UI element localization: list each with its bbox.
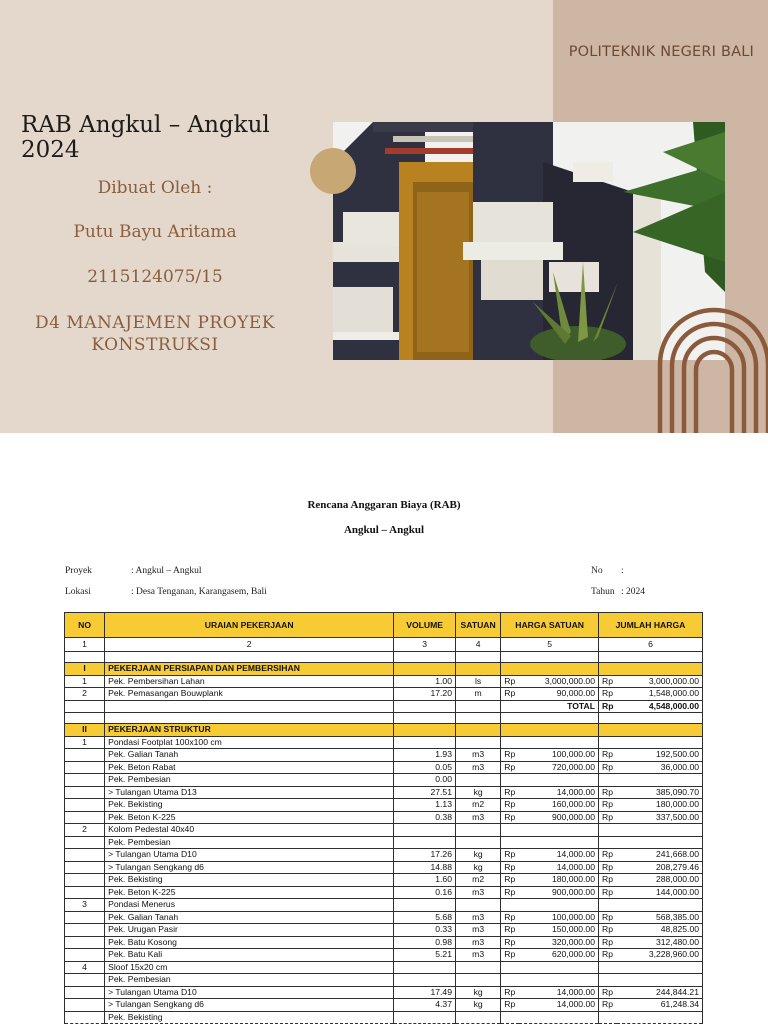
row-unit: ls (456, 675, 501, 688)
row-number (65, 811, 105, 824)
row-description: Sloof 15x20 cm (105, 961, 394, 974)
row-unit-price (519, 961, 598, 974)
column-number-row (65, 638, 703, 652)
column-number: 4 (456, 638, 501, 652)
row-currency: Rp (501, 874, 520, 887)
row-total (617, 774, 702, 787)
row-currency: Rp (599, 999, 618, 1012)
row-total (617, 961, 702, 974)
section-title: PEKERJAAN PERSIAPAN DAN PEMBERSIHAN (105, 663, 394, 676)
row-volume: 17.20 (394, 688, 456, 701)
table-row (65, 936, 703, 949)
location-label: Lokasi (65, 587, 91, 597)
location-value: : Desa Tenganan, Karangasem, Bali (131, 587, 267, 597)
row-unit-price: 150,000.00 (519, 924, 598, 937)
row-volume: 1.60 (394, 874, 456, 887)
row-currency: Rp (599, 749, 618, 762)
row-currency: Rp (599, 936, 618, 949)
row-currency (501, 836, 520, 849)
table-row (65, 761, 703, 774)
row-number (65, 924, 105, 937)
row-unit-price (519, 824, 598, 837)
row-currency: Rp (501, 799, 520, 812)
row-unit: m3 (456, 749, 501, 762)
row-volume (394, 736, 456, 749)
row-volume: 17.26 (394, 849, 456, 862)
row-number (65, 849, 105, 862)
table-row (65, 949, 703, 962)
row-number: 2 (65, 824, 105, 837)
row-currency: Rp (501, 675, 520, 688)
row-currency: Rp (599, 924, 618, 937)
row-unit (456, 1011, 501, 1024)
project-value: : Angkul – Angkul (131, 566, 202, 576)
row-volume: 5.21 (394, 949, 456, 962)
row-description: Pek. Galian Tanah (105, 749, 394, 762)
total-label: TOTAL (501, 700, 599, 713)
total-row (65, 700, 703, 713)
column-number: 6 (599, 638, 703, 652)
row-description: > Tulangan Utama D10 (105, 986, 394, 999)
row-volume (394, 899, 456, 912)
row-unit (456, 836, 501, 849)
row-volume: 17.49 (394, 986, 456, 999)
row-volume: 0.16 (394, 886, 456, 899)
row-number: 1 (65, 736, 105, 749)
table-row (65, 824, 703, 837)
row-description: Pek. Batu Kali (105, 949, 394, 962)
row-currency: Rp (501, 786, 520, 799)
row-currency (599, 961, 618, 974)
table-row (65, 911, 703, 924)
row-currency: Rp (599, 849, 618, 862)
row-total (617, 836, 702, 849)
header-total-price: JUMLAH HARGA (599, 613, 703, 638)
row-unit-price: 14,000.00 (519, 849, 598, 862)
row-unit: kg (456, 849, 501, 862)
column-number: 2 (105, 638, 394, 652)
row-total: 241,668.00 (617, 849, 702, 862)
row-unit: m3 (456, 761, 501, 774)
row-description: Pondasi Menerus (105, 899, 394, 912)
row-unit: kg (456, 786, 501, 799)
row-currency: Rp (501, 861, 520, 874)
row-currency (501, 1011, 520, 1024)
row-unit-price (519, 974, 598, 987)
row-number (65, 911, 105, 924)
row-total (617, 1011, 702, 1024)
row-description: Kolom Pedestal 40x40 (105, 824, 394, 837)
row-currency: Rp (599, 811, 618, 824)
row-unit-price: 14,000.00 (519, 786, 598, 799)
section-title: PEKERJAAN STRUKTUR (105, 724, 394, 737)
row-unit-price: 3,000,000.00 (519, 675, 598, 688)
table-row (65, 849, 703, 862)
spacer-row (65, 713, 703, 724)
row-unit-price (519, 774, 598, 787)
row-volume: 0.33 (394, 924, 456, 937)
row-unit: m3 (456, 936, 501, 949)
row-volume (394, 836, 456, 849)
row-currency: Rp (501, 986, 520, 999)
row-unit (456, 961, 501, 974)
table-row (65, 786, 703, 799)
row-volume: 5.68 (394, 911, 456, 924)
row-number: 2 (65, 688, 105, 701)
row-number (65, 761, 105, 774)
row-currency: Rp (501, 949, 520, 962)
table-row (65, 961, 703, 974)
row-unit: m3 (456, 924, 501, 937)
row-volume (394, 974, 456, 987)
row-unit: m3 (456, 811, 501, 824)
header-volume: VOLUME (394, 613, 456, 638)
row-currency (501, 899, 520, 912)
document-title: Rencana Anggaran Biaya (RAB) (307, 499, 461, 511)
row-currency: Rp (599, 688, 618, 701)
made-by-label: Dibuat Oleh : (97, 178, 213, 198)
row-currency: Rp (501, 849, 520, 862)
row-unit (456, 774, 501, 787)
row-total (617, 974, 702, 987)
study-program: D4 MANAJEMEN PROYEK KONSTRUKSI (34, 313, 275, 355)
row-total: 192,500.00 (617, 749, 702, 762)
row-currency (501, 824, 520, 837)
row-number (65, 874, 105, 887)
year-label: Tahun (591, 587, 615, 597)
row-volume: 0.00 (394, 774, 456, 787)
row-currency: Rp (599, 761, 618, 774)
row-unit-price: 900,000.00 (519, 886, 598, 899)
row-number (65, 974, 105, 987)
row-number (65, 936, 105, 949)
row-currency: Rp (599, 786, 618, 799)
row-volume: 27.51 (394, 786, 456, 799)
section-row (65, 663, 703, 676)
row-total: 337,500.00 (617, 811, 702, 824)
row-currency: Rp (501, 999, 520, 1012)
row-volume (394, 961, 456, 974)
header-description: URAIAN PEKERJAAN (105, 613, 394, 638)
row-volume (394, 824, 456, 837)
row-unit: m3 (456, 911, 501, 924)
row-currency: Rp (501, 688, 520, 701)
table-row (65, 736, 703, 749)
cover-title: RAB Angkul – Angkul 2024 (21, 112, 270, 163)
row-unit-price: 900,000.00 (519, 811, 598, 824)
row-number (65, 1011, 105, 1024)
accent-circle (310, 148, 356, 194)
row-number: 4 (65, 961, 105, 974)
total-value: 4,548,000.00 (617, 700, 702, 713)
row-description: Pek. Pemasangan Bouwplank (105, 688, 394, 701)
row-number (65, 886, 105, 899)
row-unit: m3 (456, 886, 501, 899)
row-unit-price (519, 836, 598, 849)
row-currency: Rp (501, 886, 520, 899)
table-row (65, 886, 703, 899)
row-currency (599, 736, 618, 749)
row-total: 385,090.70 (617, 786, 702, 799)
row-volume: 14.88 (394, 861, 456, 874)
table-row (65, 974, 703, 987)
table-row (65, 861, 703, 874)
column-number: 3 (394, 638, 456, 652)
row-description: Pek. Beton K-225 (105, 886, 394, 899)
row-unit (456, 824, 501, 837)
row-unit: kg (456, 861, 501, 874)
row-description: > Tulangan Sengkang d6 (105, 999, 394, 1012)
row-unit-price (519, 1011, 598, 1024)
total-currency: Rp (599, 700, 618, 713)
row-volume: 1.00 (394, 675, 456, 688)
row-total: 244,844.21 (617, 986, 702, 999)
row-description: > Tulangan Utama D13 (105, 786, 394, 799)
author-name: Putu Bayu Aritama (73, 222, 237, 242)
row-number (65, 749, 105, 762)
row-description: Pek. Pembesian (105, 836, 394, 849)
row-currency (599, 974, 618, 987)
row-number (65, 861, 105, 874)
row-unit-price: 180,000.00 (519, 874, 598, 887)
row-total: 208,279.46 (617, 861, 702, 874)
row-unit-price: 160,000.00 (519, 799, 598, 812)
row-currency (501, 774, 520, 787)
row-number (65, 836, 105, 849)
table-row (65, 774, 703, 787)
project-label: Proyek (65, 566, 92, 576)
header-no: NO (65, 613, 105, 638)
row-currency: Rp (501, 761, 520, 774)
row-volume: 1.93 (394, 749, 456, 762)
table-row (65, 924, 703, 937)
row-description: Pek. Urugan Pasir (105, 924, 394, 937)
row-number (65, 986, 105, 999)
institution-name: POLITEKNIK NEGERI BALI (568, 44, 754, 60)
row-description: Pek. Pembersihan Lahan (105, 675, 394, 688)
row-currency: Rp (599, 911, 618, 924)
number-value: : (621, 566, 624, 576)
row-total: 3,228,960.00 (617, 949, 702, 962)
row-number (65, 774, 105, 787)
row-volume (394, 1011, 456, 1024)
table-row (65, 811, 703, 824)
row-currency: Rp (599, 986, 618, 999)
row-description: Pek. Bekisting (105, 799, 394, 812)
header-unit: SATUAN (456, 613, 501, 638)
row-currency (599, 824, 618, 837)
year-value: : 2024 (621, 587, 646, 597)
row-unit: m2 (456, 874, 501, 887)
row-currency: Rp (501, 749, 520, 762)
table-row (65, 986, 703, 999)
row-unit-price (519, 736, 598, 749)
section-number: I (65, 663, 105, 676)
table-header-row (65, 613, 703, 638)
row-currency: Rp (599, 949, 618, 962)
cover-slide (0, 0, 768, 433)
row-unit: m2 (456, 799, 501, 812)
row-description: Pek. Pembesian (105, 774, 394, 787)
row-volume: 0.38 (394, 811, 456, 824)
row-currency (599, 836, 618, 849)
row-total: 1,548,000.00 (617, 688, 702, 701)
row-total: 288,000.00 (617, 874, 702, 887)
row-currency: Rp (599, 799, 618, 812)
row-total: 48,825.00 (617, 924, 702, 937)
row-unit (456, 736, 501, 749)
rab-document (0, 433, 768, 1024)
row-currency: Rp (501, 924, 520, 937)
row-currency (599, 1011, 618, 1024)
row-number (65, 949, 105, 962)
row-unit-price: 14,000.00 (519, 999, 598, 1012)
row-total: 144,000.00 (617, 886, 702, 899)
row-unit-price: 620,000.00 (519, 949, 598, 962)
row-unit (456, 899, 501, 912)
student-id: 2115124075/15 (87, 267, 223, 287)
row-total (617, 824, 702, 837)
column-number: 5 (501, 638, 599, 652)
row-unit-price: 100,000.00 (519, 911, 598, 924)
row-number (65, 786, 105, 799)
header-unit-price: HARGA SATUAN (501, 613, 599, 638)
row-total (617, 736, 702, 749)
table-row (65, 874, 703, 887)
row-unit-price: 720,000.00 (519, 761, 598, 774)
row-description: > Tulangan Utama D10 (105, 849, 394, 862)
section-row (65, 724, 703, 737)
section-number: II (65, 724, 105, 737)
row-unit-price: 14,000.00 (519, 986, 598, 999)
row-total: 3,000,000.00 (617, 675, 702, 688)
row-unit (456, 974, 501, 987)
row-currency (599, 899, 618, 912)
number-label: No (591, 566, 603, 576)
row-unit: m3 (456, 949, 501, 962)
row-currency: Rp (501, 936, 520, 949)
row-currency: Rp (501, 811, 520, 824)
row-unit-price (519, 899, 598, 912)
row-total: 36,000.00 (617, 761, 702, 774)
row-total: 312,480.00 (617, 936, 702, 949)
row-currency (599, 774, 618, 787)
row-description: Pek. Pembesian (105, 974, 394, 987)
row-currency (501, 736, 520, 749)
row-description: Pek. Bekisting (105, 874, 394, 887)
table-row (65, 675, 703, 688)
table-row (65, 899, 703, 912)
column-number: 1 (65, 638, 105, 652)
row-description: Pondasi Footplat 100x100 cm (105, 736, 394, 749)
document-subtitle: Angkul – Angkul (343, 524, 425, 536)
table-row (65, 836, 703, 849)
row-description: > Tulangan Sengkang d6 (105, 861, 394, 874)
rab-table (64, 612, 703, 1024)
row-currency: Rp (599, 861, 618, 874)
row-total: 61,248.34 (617, 999, 702, 1012)
row-unit: m (456, 688, 501, 701)
row-currency: Rp (599, 886, 618, 899)
row-unit: kg (456, 999, 501, 1012)
row-unit: kg (456, 986, 501, 999)
row-volume: 4.37 (394, 999, 456, 1012)
row-description: Pek. Beton K-225 (105, 811, 394, 824)
row-currency: Rp (599, 874, 618, 887)
spacer-row (65, 652, 703, 663)
arches-decoration (652, 302, 768, 433)
row-volume: 0.98 (394, 936, 456, 949)
row-description: Pek. Batu Kosong (105, 936, 394, 949)
table-row (65, 749, 703, 762)
row-number (65, 999, 105, 1012)
table-row (65, 999, 703, 1012)
row-number (65, 799, 105, 812)
row-number: 3 (65, 899, 105, 912)
row-currency (501, 974, 520, 987)
row-total (617, 899, 702, 912)
row-volume: 0.05 (394, 761, 456, 774)
row-unit-price: 320,000.00 (519, 936, 598, 949)
row-unit-price: 14,000.00 (519, 861, 598, 874)
row-number: 1 (65, 675, 105, 688)
row-currency: Rp (501, 911, 520, 924)
row-unit-price: 100,000.00 (519, 749, 598, 762)
table-row (65, 688, 703, 701)
row-total: 568,385.00 (617, 911, 702, 924)
row-unit-price: 90,000.00 (519, 688, 598, 701)
row-description: Pek. Beton Rabat (105, 761, 394, 774)
row-total: 180,000.00 (617, 799, 702, 812)
table-row (65, 799, 703, 812)
row-currency (501, 961, 520, 974)
row-currency: Rp (599, 675, 618, 688)
table-row (65, 1011, 703, 1024)
row-description: Pek. Bekisting (105, 1011, 394, 1024)
row-volume: 1.13 (394, 799, 456, 812)
row-description: Pek. Galian Tanah (105, 911, 394, 924)
